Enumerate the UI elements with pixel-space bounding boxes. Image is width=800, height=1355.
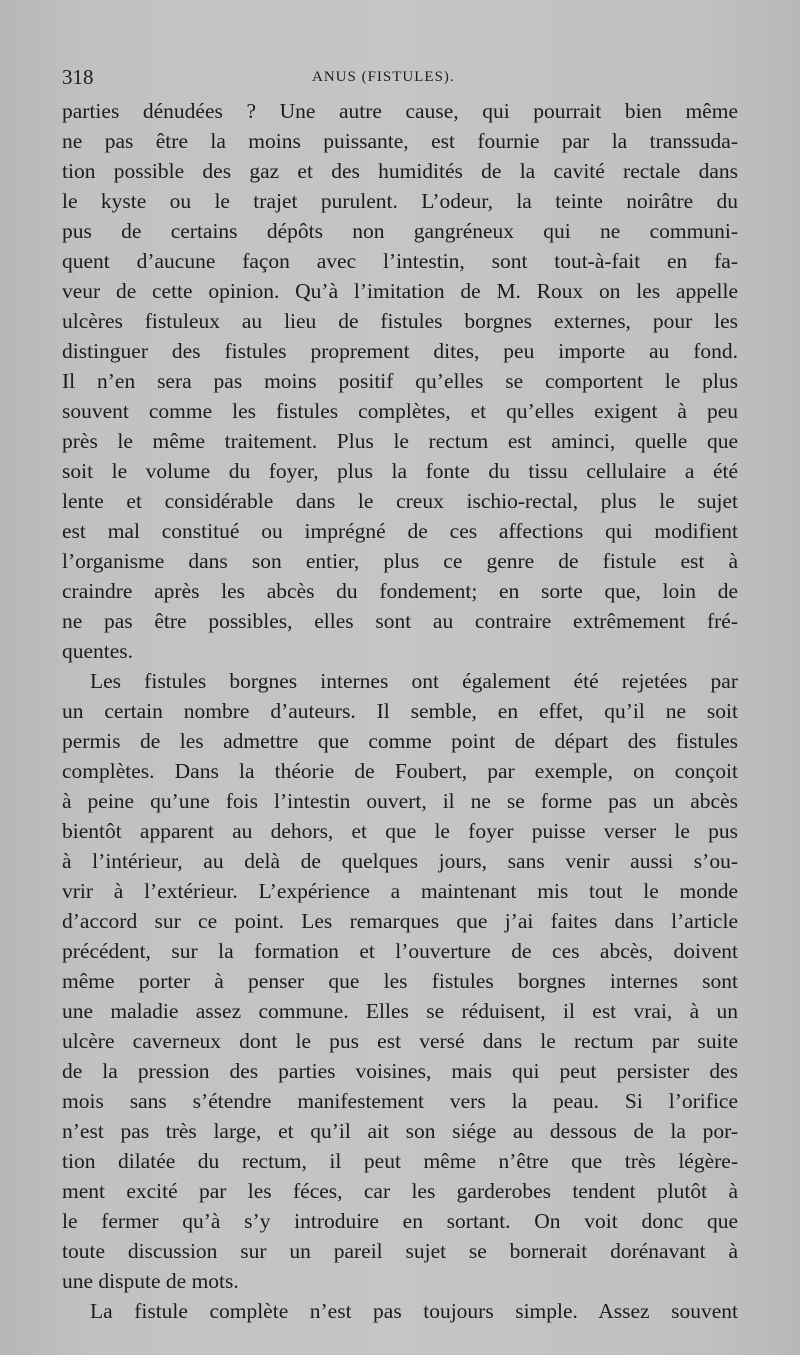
- text-line: craindre après les abcès du fondement; en sorte que, loin de: [62, 579, 738, 603]
- body-text: [62, 96, 738, 1326]
- text-line: La fistule complète n’est pas toujours simple. Assez souvent: [90, 1299, 738, 1323]
- text-line: tion possible des gaz et des humidités de la cavité rectale dans: [62, 159, 738, 183]
- running-head: [62, 62, 738, 92]
- text-line: tion dilatée du rectum, il peut même n’être que très légère-: [62, 1149, 738, 1173]
- text-line: le kyste ou le trajet purulent. L’odeur, la teinte noirâtre du: [62, 189, 738, 213]
- page-number: 318: [62, 65, 94, 89]
- text-line: distinguer des fistules proprement dites, peu importe au fond.: [62, 339, 738, 363]
- text-line: de la pression des parties voisines, mais qui peut persister des: [62, 1059, 738, 1083]
- text-line: soit le volume du foyer, plus la fonte du tissu cellulaire a été: [62, 459, 738, 483]
- text-line: ulcères fistuleux au lieu de fistules borgnes externes, pour les: [62, 309, 738, 333]
- text-line: pus de certains dépôts non gangréneux qui ne communi-: [62, 219, 738, 243]
- text-line: quentes.: [62, 639, 134, 663]
- text-line: Il n’en sera pas moins positif qu’elles se comportent le plus: [62, 369, 738, 393]
- text-line: ne pas être possibles, elles sont au contraire extrêmement fré-: [62, 609, 738, 633]
- text-line: près le même traitement. Plus le rectum est aminci, quelle que: [62, 429, 738, 453]
- text-line: ment excité par les féces, car les garderobes tendent plutôt à: [62, 1179, 738, 1203]
- text-line: vrir à l’extérieur. L’expérience a maintenant mis tout le monde: [62, 879, 738, 903]
- text-line: bientôt apparent au dehors, et que le foyer puisse verser le pus: [62, 819, 738, 843]
- text-line: ulcère caverneux dont le pus est versé dans le rectum par suite: [62, 1029, 738, 1053]
- text-line: à l’intérieur, au delà de quelques jours, sans venir aussi s’ou-: [62, 849, 738, 873]
- text-line: le fermer qu’à s’y introduire en sortant. On voit donc que: [62, 1209, 738, 1233]
- text-line: quent d’aucune façon avec l’intestin, sont tout-à-fait en fa-: [62, 249, 738, 273]
- text-line: l’organisme dans son entier, plus ce genre de fistule est à: [62, 549, 738, 573]
- text-line: souvent comme les fistules complètes, et qu’elles exigent à peu: [62, 399, 738, 423]
- text-line: une dispute de mots.: [62, 1269, 239, 1293]
- text-line: précédent, sur la formation et l’ouverture de ces abcès, doivent: [62, 939, 738, 963]
- text-line: mois sans s’étendre manifestement vers la peau. Si l’orifice: [62, 1089, 738, 1113]
- text-line: ne pas être la moins puissante, est fournie par la transsuda-: [62, 129, 738, 153]
- text-line: une maladie assez commune. Elles se réduisent, il est vrai, à un: [62, 999, 738, 1023]
- text-line: à peine qu’une fois l’intestin ouvert, il ne se forme pas un abcès: [62, 789, 738, 813]
- text-line: toute discussion sur un pareil sujet se bornerait dorénavant à: [62, 1239, 738, 1263]
- text-line: veur de cette opinion. Qu’à l’imitation de M. Roux on les appelle: [62, 279, 738, 303]
- text-line: n’est pas très large, et qu’il ait son siége au dessous de la por-: [62, 1119, 738, 1143]
- text-line: lente et considérable dans le creux ischio-rectal, plus le sujet: [62, 489, 738, 513]
- text-line: Les fistules borgnes internes ont également été rejetées par: [90, 669, 738, 693]
- text-line: est mal constitué ou imprégné de ces affections qui modifient: [62, 519, 738, 543]
- text-line: même porter à penser que les fistules borgnes internes sont: [62, 969, 738, 993]
- text-line: complètes. Dans la théorie de Foubert, par exemple, on conçoit: [62, 759, 738, 783]
- text-line: parties dénudées ? Une autre cause, qui pourrait bien même: [62, 99, 738, 123]
- text-line: permis de les admettre que comme point de départ des fistules: [62, 729, 738, 753]
- running-title: ANUS (FISTULES).: [312, 69, 455, 85]
- text-line: un certain nombre d’auteurs. Il semble, en effet, qu’il ne soit: [62, 699, 738, 723]
- text-line: d’accord sur ce point. Les remarques que j’ai faites dans l’article: [62, 909, 738, 933]
